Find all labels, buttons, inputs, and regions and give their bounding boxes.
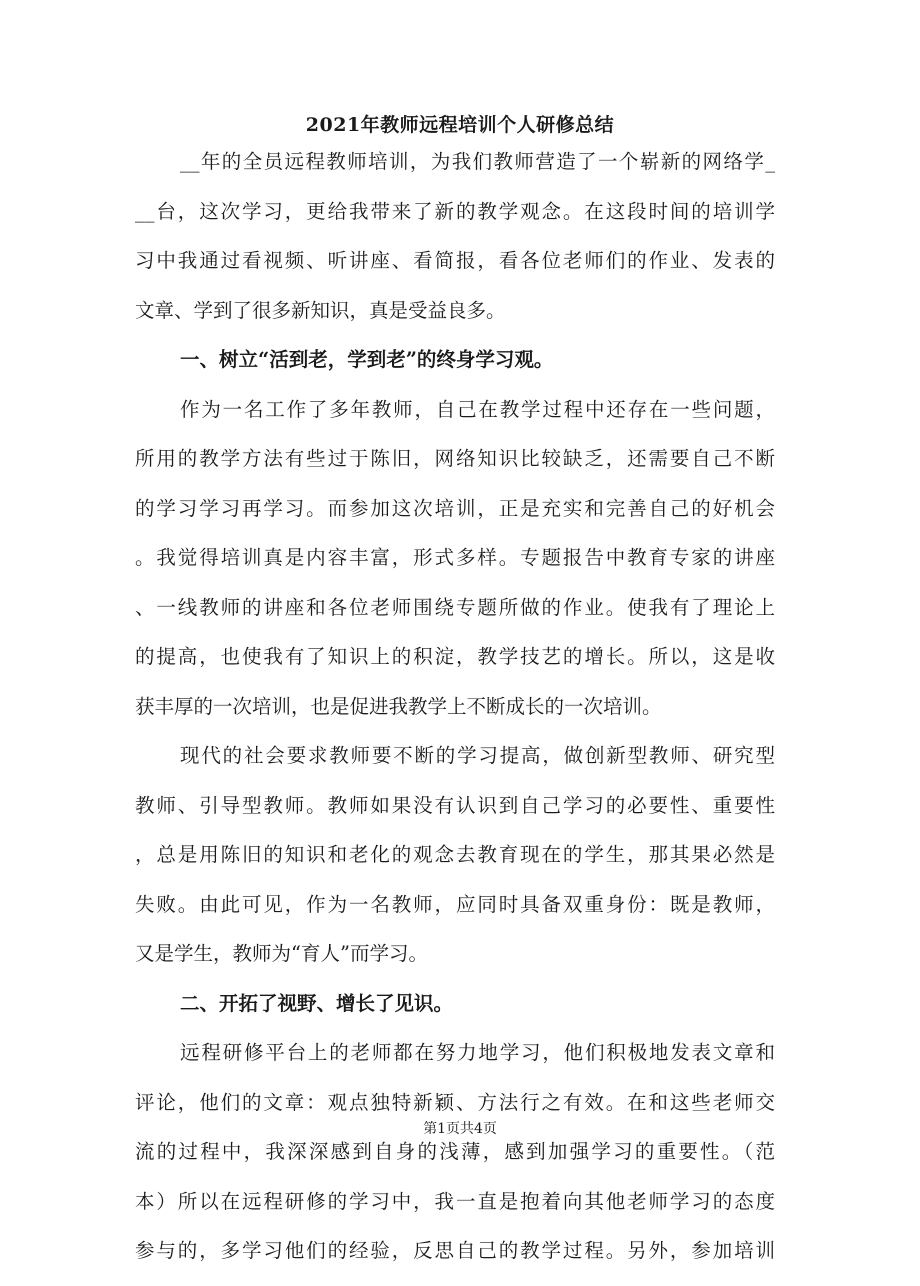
paragraph-line: 现代的社会要求教师要不断的学习提高，做创新型教师、研究型	[180, 744, 775, 767]
document-body	[135, 147, 775, 1286]
document-title: 2021年教师远程培训个人研修总结	[305, 114, 615, 136]
page-number: 第1页共4页	[423, 1121, 497, 1137]
paragraph-line: 教师、引导型教师。教师如果没有认识到自己学习的必要性、重要性	[135, 793, 775, 817]
paragraph-line: 的提高，也使我有了知识上的积淀，教学技艺的增长。所以，这是收	[135, 645, 775, 668]
paragraph-line: 获丰厚的一次培训，也是促进我教学上不断成长的一次培训。	[135, 694, 662, 718]
paragraph-line: 又是学生，教师为“育人”而学习。	[135, 942, 428, 965]
paragraph-line: 的学习学习再学习。而参加这次培训，正是充实和完善自己的好机会	[135, 496, 775, 520]
paragraph-line: ，总是用陈旧的知识和老化的观念去教育现在的学生，那其果必然是	[135, 843, 775, 866]
paragraph-line: 、一线教师的讲座和各位老师围绕专题所做的作业。使我有了理论上	[135, 595, 775, 619]
paragraph-line: 评论，他们的文章：观点独特新颖、方法行之有效。在和这些老师交	[135, 1090, 775, 1114]
paragraph-line: 作为一名工作了多年教师，自己在教学过程中还存在一些问题，	[180, 397, 775, 421]
section-heading: 二、开拓了视野、增长了见识。	[180, 991, 454, 1015]
paragraph-line: 参与的，多学习他们的经验，反思自己的教学过程。另外，参加培训	[135, 1239, 775, 1262]
paragraph-line: 习中我通过看视频、听讲座、看简报，看各位老师们的作业、发表的	[135, 249, 775, 272]
paragraph-line: 流的过程中，我深深感到自身的浅薄，感到加强学习的重要性。（范	[135, 1140, 775, 1163]
paragraph-line: 文章、学到了很多新知识，真是受益良多。	[135, 298, 506, 322]
paragraph-line: 远程研修平台上的老师都在努力地学习，他们积极地发表文章和	[180, 1041, 775, 1064]
paragraph-line: __台，这次学习，更给我带来了新的教学观念。在这段时间的培训学	[135, 199, 775, 223]
paragraph-line: 。我觉得培训真是内容丰富，形式多样。专题报告中教育专家的讲座	[135, 546, 775, 569]
section-heading: 一、树立“活到老，学到老”的终身学习观。	[180, 348, 554, 371]
paragraph-line: 本）所以在远程研修的学习中，我一直是抱着向其他老师学习的态度	[135, 1189, 775, 1213]
paragraph-line: 所用的教学方法有些过于陈旧，网络知识比较缺乏，还需要自己不断	[135, 447, 775, 470]
paragraph-line: 失败。由此可见，作为一名教师，应同时具备双重身份：既是教师，	[135, 892, 775, 916]
paragraph-line: __年的全员远程教师培训，为我们教师营造了一个崭新的网络学_	[180, 150, 775, 173]
